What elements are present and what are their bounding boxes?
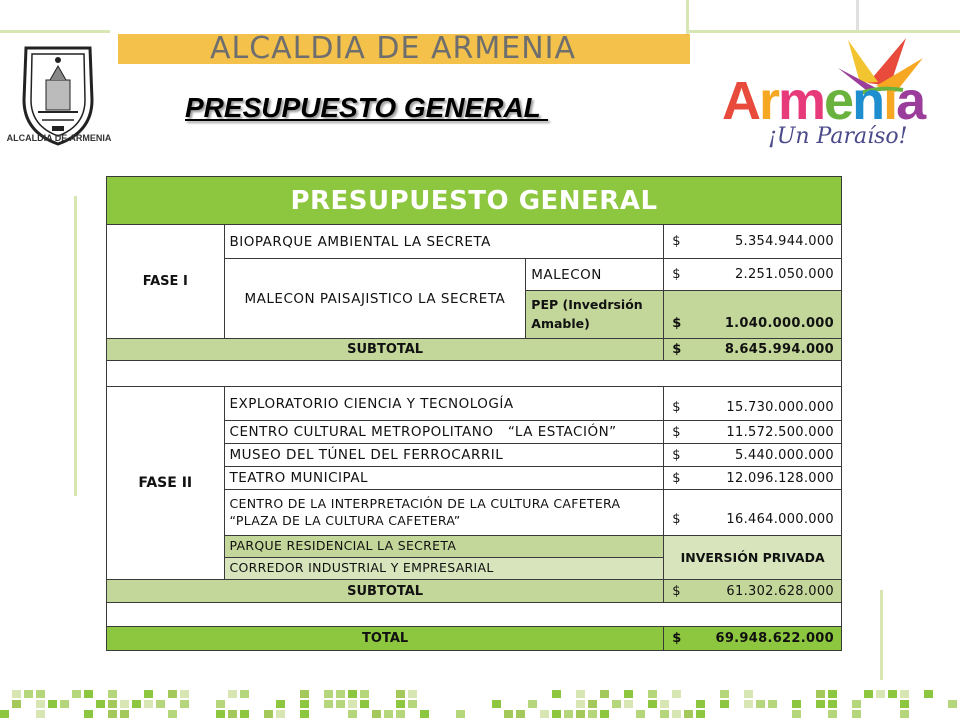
footer-square [228,690,237,698]
header-title: ALCALDIA DE ARMENIA [210,31,577,66]
footer-square [120,700,129,708]
footer-square [612,700,621,708]
footer-square [72,690,81,698]
frame-line-left-vertical [74,196,77,496]
footer-square [180,700,189,708]
amount-cell [664,467,842,490]
budget-table [106,176,842,651]
footer-square [816,690,825,698]
amount-value: 5.354.944.000 [734,234,834,249]
footer-square [36,710,45,718]
currency-sign: $ [672,470,681,486]
logo-letter: e [824,71,853,131]
footer-square [624,690,633,698]
amount-cell [664,225,842,259]
footer-square [36,690,45,698]
logo-letters [722,71,924,131]
footer-square [348,700,357,708]
footer-square [240,710,249,718]
footer-square [768,700,777,708]
footer-square [564,710,573,718]
footer-square [384,710,393,718]
footer-square [648,690,657,698]
footer-square [324,700,333,708]
amount-cell [664,490,842,536]
footer-square [720,690,729,698]
subtotal-label-phase-2: SUBTOTAL [107,580,664,603]
city-logo-slogan: ¡Un Paraíso! [768,124,908,149]
currency-sign: $ [672,342,682,357]
footer-square [84,690,93,698]
footer-square [348,710,357,718]
amount-value: 5.440.000.000 [734,447,834,463]
footer-square [48,700,57,708]
project-centro-cultural: CENTRO CULTURAL METROPOLITANO “LA ESTACIÓN” [224,421,664,444]
footer-square [648,700,657,708]
project-bioparque: BIOPARQUE AMBIENTAL LA SECRETA [224,225,664,259]
footer-square [84,710,93,718]
footer-square [156,700,165,708]
footer-square [408,700,417,708]
footer-square [420,710,429,718]
footer-square [396,710,405,718]
amount-value: 61.302.628.000 [726,583,834,599]
amount-value: 69.948.622.000 [715,631,834,646]
project-exploratorio: EXPLORATORIO CIENCIA Y TECNOLOGÍA [224,387,664,421]
private-investment-label: INVERSIÓN PRIVADA [664,536,842,580]
phase-2-label: FASE II [107,387,225,580]
footer-square [276,710,285,718]
currency-sign: $ [672,512,681,527]
total-amount [664,627,842,651]
amount-cell [664,291,842,339]
footer-square [792,700,801,708]
footer-square [624,700,633,708]
footer-square [792,710,801,718]
footer-square [600,690,609,698]
footer-square [120,710,129,718]
amount-cell [664,387,842,421]
footer-square [552,710,561,718]
subtotal-amount-phase-2 [664,580,842,603]
footer-square [852,700,861,708]
footer-square [504,710,513,718]
footer-square [360,690,369,698]
footer-square [60,700,69,708]
footer-square [828,690,837,698]
amount-value: 11.572.500.000 [726,424,834,440]
amount-value: 12.096.128.000 [726,470,834,486]
footer-square [456,710,465,718]
subtotal-label-phase-1: SUBTOTAL [107,339,664,361]
project-corredor-industrial: CORREDOR INDUSTRIAL Y EMPRESARIAL [224,558,664,580]
footer-square [900,700,909,708]
footer-square [672,710,681,718]
frame-line-right-vertical [880,590,883,680]
frame-line-top-left [0,30,110,33]
logo-letter: m [778,71,825,131]
footer-square [636,710,645,718]
footer-square [924,690,933,698]
project-teatro-municipal: TEATRO MUNICIPAL [224,467,664,490]
footer-square [720,700,729,708]
footer-square [324,690,333,698]
subproject-pep: PEP (Invedrsión Amable) [526,291,664,339]
seal-caption: ALCALDIA DE ARMENIA [6,133,112,143]
footer-square [588,700,597,708]
footer-square [300,700,309,708]
footer-square [300,690,309,698]
footer-square [756,700,765,708]
footer-square [264,710,273,718]
footer-square [900,710,909,718]
footer-square [372,710,381,718]
footer-square [0,710,9,718]
phase-1-label: FASE I [107,225,225,339]
footer-square [744,690,753,698]
footer-square [492,700,501,708]
currency-sign: $ [672,447,681,463]
footer-square [576,710,585,718]
footer-square [696,700,705,708]
currency-sign: $ [672,583,681,599]
footer-square [576,690,585,698]
currency-sign: $ [672,316,682,331]
currency-sign: $ [672,400,681,415]
footer-square [816,700,825,708]
footer-square [168,710,177,718]
footer-square [336,690,345,698]
footer-square [408,690,417,698]
footer-square [24,690,33,698]
footer-decorative-strip [0,686,960,720]
amount-value: 8.645.994.000 [724,342,834,357]
page-subtitle: PRESUPUESTO GENERAL [185,92,549,123]
footer-square [852,710,861,718]
amount-value: 2.251.050.000 [734,267,834,282]
footer-square [900,690,909,698]
footer-square [216,710,225,718]
footer-square [336,700,345,708]
footer-square [108,700,117,708]
footer-square [216,700,225,708]
footer-square [540,710,549,718]
footer-square [672,690,681,698]
footer-square [96,700,105,708]
amount-value: 16.464.000.000 [726,512,834,527]
footer-square [300,710,309,718]
currency-sign: $ [672,267,681,282]
project-line: CENTRO DE LA INTERPRETACIÓN DE LA CULTURA CAFETERA [229,495,621,511]
footer-square [552,690,561,698]
logo-letter: r [759,71,779,131]
footer-square [864,690,873,698]
footer-square [348,690,357,698]
currency-sign: $ [672,234,681,249]
footer-square [360,700,369,708]
footer-square [528,700,537,708]
amount-cell [664,259,842,291]
footer-square [744,700,753,708]
project-line: “PLAZA DE LA CULTURA CAFETERA” [229,512,461,528]
footer-square [108,710,117,718]
currency-sign: $ [672,424,681,440]
logo-letter: A [722,71,759,131]
footer-square [600,710,609,718]
footer-square [108,690,117,698]
project-malecon-paisajistico: MALECON PAISAJISTICO LA SECRETA [224,259,526,339]
amount-cell [664,421,842,444]
project-parque-residencial: PARQUE RESIDENCIAL LA SECRETA [224,536,664,558]
blank-row [107,603,842,627]
total-label: TOTAL [107,627,664,651]
footer-square [876,690,885,698]
footer-square [276,700,285,708]
footer-square [576,700,585,708]
footer-square [660,700,669,708]
table-title: PRESUPUESTO GENERAL [107,177,842,225]
subproject-malecon: MALECON [526,259,664,291]
currency-sign: $ [672,631,682,646]
footer-square [132,700,141,708]
logo-letter: n [852,71,884,131]
footer-square [684,710,693,718]
footer-square [948,700,957,708]
footer-square [516,710,525,718]
city-logo-wordmark [722,70,924,132]
footer-square [228,710,237,718]
footer-square [828,700,837,708]
amount-cell [664,444,842,467]
footer-square [696,710,705,718]
footer-square [12,690,21,698]
amount-value: 15.730.000.000 [726,400,834,415]
footer-square [588,710,597,718]
footer-square [396,690,405,698]
footer-square [144,690,153,698]
footer-square [12,700,21,708]
frame-line-top-right-gray [856,0,859,30]
footer-square [168,690,177,698]
project-centro-interpretacion [224,490,664,536]
footer-square [888,690,897,698]
logo-letter: i [883,71,897,131]
project-museo-tunel: MUSEO DEL TÚNEL DEL FERROCARRIL [224,444,664,467]
logo-letter: a [896,71,925,131]
footer-square [36,700,45,708]
footer-square [240,690,249,698]
footer-square [396,700,405,708]
amount-value: 1.040.000.000 [724,316,834,331]
footer-square [660,710,669,718]
blank-row [107,361,842,387]
footer-square [180,690,189,698]
subtotal-amount-phase-1 [664,339,842,361]
footer-square [144,700,153,708]
footer-square [828,710,837,718]
